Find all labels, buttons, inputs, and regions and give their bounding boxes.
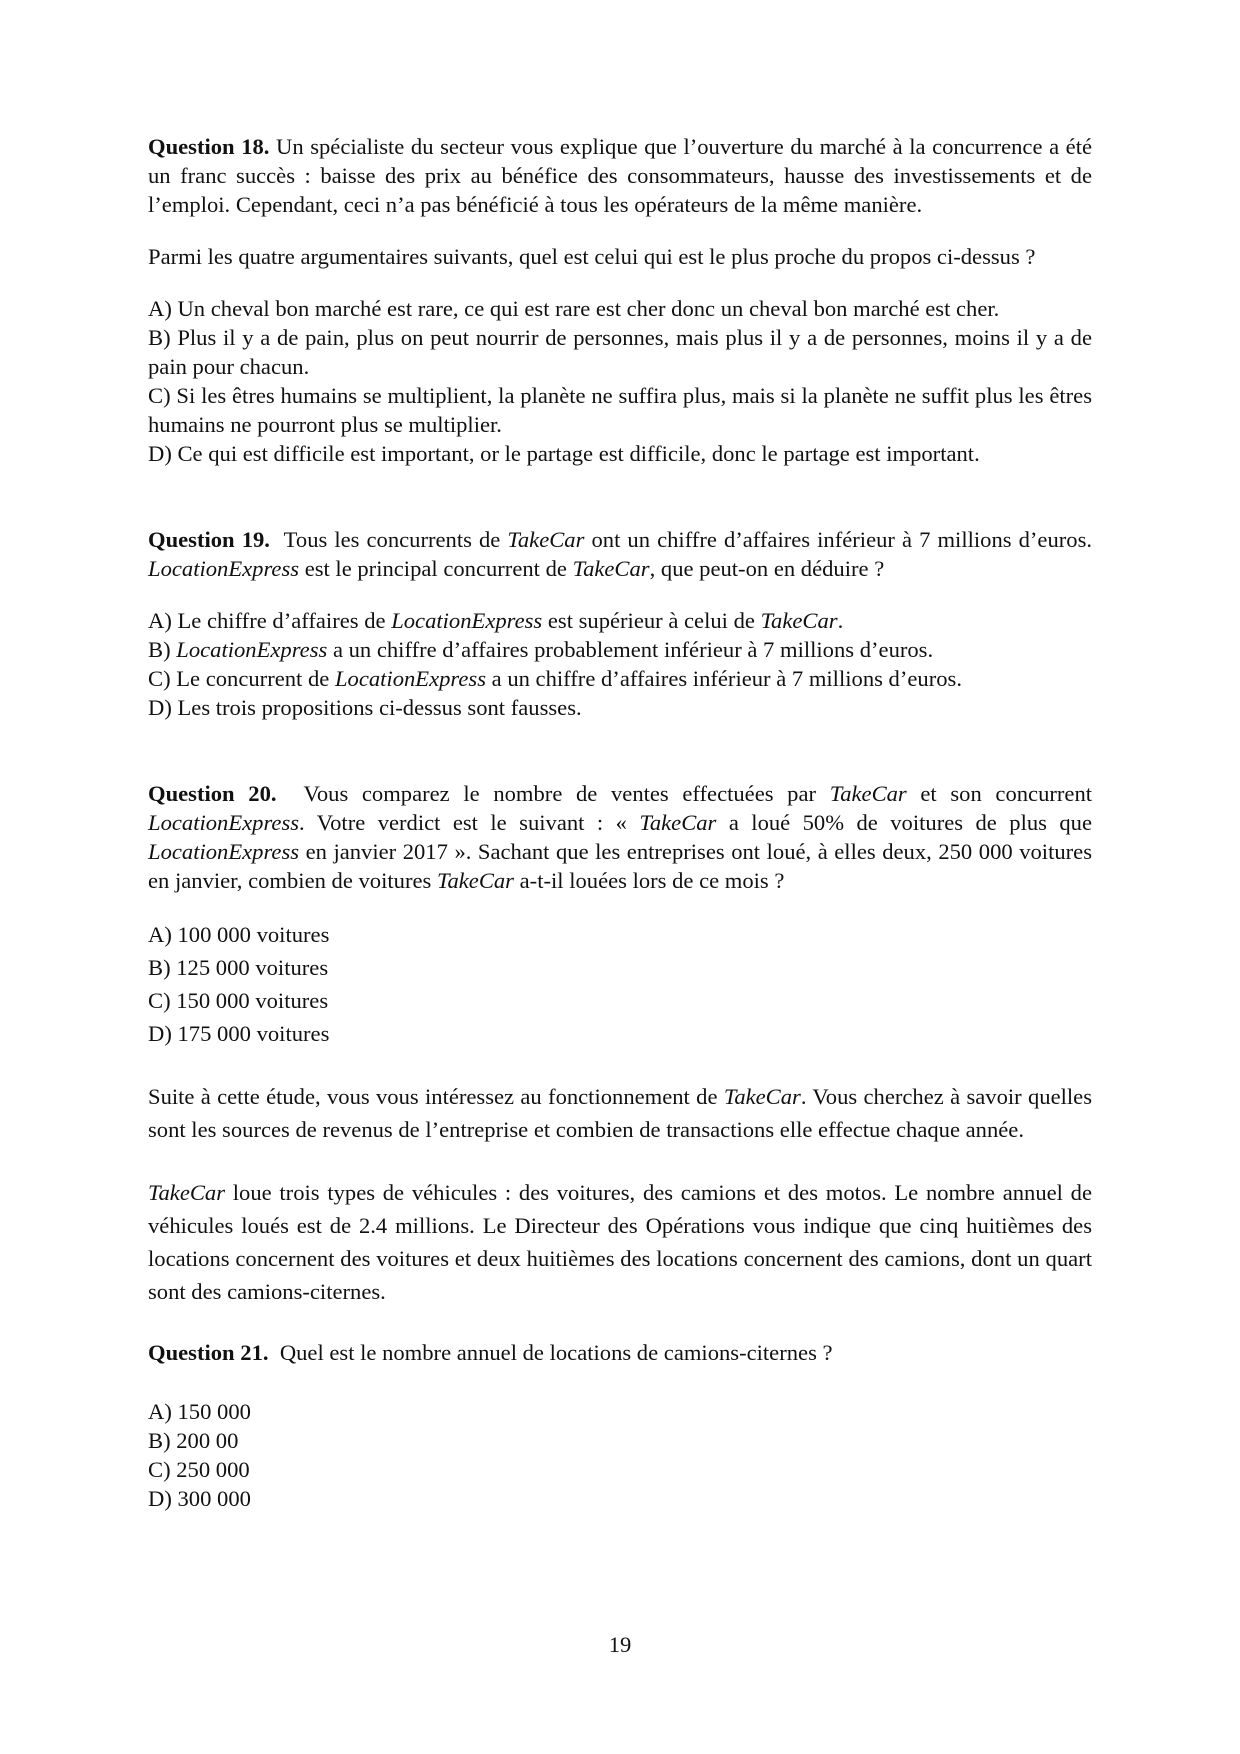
option: A) Le chiffre d’affaires de LocationExpress est supérieur à celui de TakeCar. (148, 608, 844, 633)
option: D) 300 000 (148, 1486, 251, 1511)
option: C) Le concurrent de LocationExpress a un chiffre d’affaires inférieur à 7 millions d’euros. (148, 666, 962, 691)
question-18-options (148, 294, 1092, 468)
option: B) 125 000 voitures (148, 955, 329, 980)
option: D) Ce qui est difficile est important, or le partage est difficile, donc le partage est important. (148, 441, 980, 466)
option: C) 250 000 (148, 1457, 250, 1482)
question-20-options (148, 918, 1092, 1050)
question-20-text: Question 20. Vous comparez le nombre de ventes effectuées par TakeCar et son concurrent LocationExpress. Votre verdict est le suivant : « TakeCar a loué 50% de voitures de plus que LocationExpress en janvier 2017 ». Sachant que les entreprises ont loué, à elles deux, 250 000 voitures en janvier, combien de voitures TakeCar a-t-il louées lors de ce mois ? (148, 781, 1093, 893)
question-18-prompt: Parmi les quatre argumentaires suivants, quel est celui qui est le plus proche du propos ci-dessus ? (148, 244, 1036, 269)
context-paragraph-2: TakeCar loue trois types de véhicules : des voitures, des camions et des motos. Le nombre annuel de véhicules loués est de 2.4 millions. Le Directeur des Opérations vous indique que cinq huitièmes des locations concernent des voitures et deux huitièmes des locations concernent des camions, dont un quart sont des camions-citernes. (148, 1180, 1092, 1304)
context-paragraph-1: Suite à cette étude, vous vous intéressez au fonctionnement de TakeCar. Vous cherchez à savoir quelles sont les sources de revenus de l’entreprise et combien de transactions elle effectue chaque année. (148, 1084, 1092, 1142)
question-21-label: Question 21. (148, 1340, 269, 1365)
option: C) Si les êtres humains se multiplient, la planète ne suffira plus, mais si la planète ne suffit plus les êtres humains ne pourront plus se multiplier. (148, 383, 1092, 437)
option: C) 150 000 voitures (148, 988, 329, 1013)
option: D) 175 000 voitures (148, 1021, 330, 1046)
option: A) 150 000 (148, 1399, 251, 1424)
option: A) Un cheval bon marché est rare, ce qui est rare est cher donc un cheval bon marché est cher. (148, 296, 1000, 321)
question-18-intro: Question 18. Un spécialiste du secteur vous explique que l’ouverture du marché à la concurrence a été un franc succès : baisse des prix au bénéfice des consommateurs, hausse des investissements et de l’emploi. Cependant, ceci n’a pas bénéficié à tous les opérateurs de la même manière. (148, 134, 1093, 217)
option: A) 100 000 voitures (148, 922, 330, 947)
page-number: 19 (608, 1632, 632, 1657)
option: B) Plus il y a de pain, plus on peut nourrir de personnes, mais plus il y a de personnes, moins il y a de pain pour chacun. (148, 325, 1092, 379)
option: D) Les trois propositions ci-dessus sont fausses. (148, 695, 582, 720)
option: B) 200 00 (148, 1428, 239, 1453)
question-21-text: Question 21. Quel est le nombre annuel de locations de camions-citernes ? (148, 1340, 833, 1365)
question-19-text: Question 19. Tous les concurrents de TakeCar ont un chiffre d’affaires inférieur à 7 millions d’euros. LocationExpress est le principal concurrent de TakeCar, que peut-on en déduire ? (148, 527, 1093, 581)
question-19-label: Question 19. (148, 527, 270, 552)
option: B) LocationExpress a un chiffre d’affaires probablement inférieur à 7 millions d’euros. (148, 637, 934, 662)
question-20-label: Question 20. (148, 781, 277, 806)
question-19-options (148, 606, 1092, 722)
question-18-label: Question 18. (148, 134, 270, 159)
page-content (148, 132, 1092, 1513)
question-21-options (148, 1397, 1092, 1513)
